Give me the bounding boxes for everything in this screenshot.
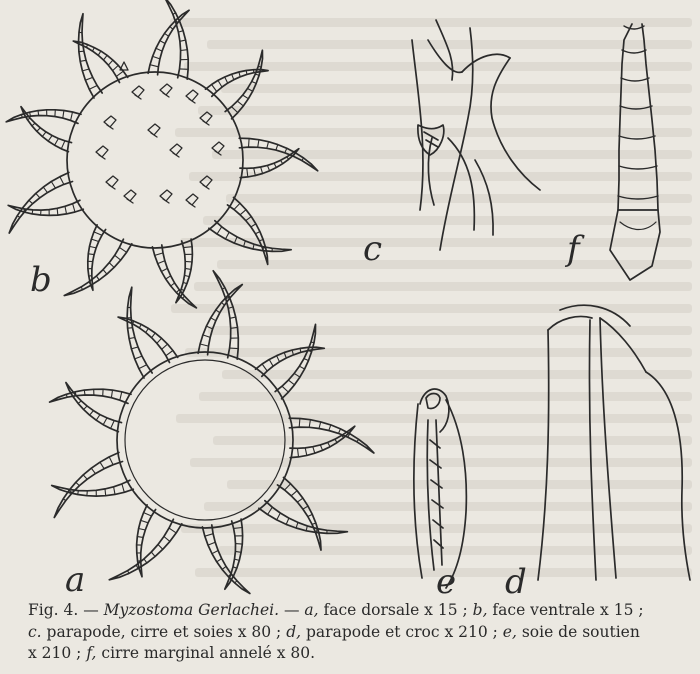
cirrus-ring xyxy=(108,60,113,65)
cirrus-ring xyxy=(285,148,287,153)
cirrus-ring xyxy=(299,366,304,369)
cirrus-ring xyxy=(150,65,158,67)
cirrus xyxy=(127,287,152,378)
cirrus-ring xyxy=(329,425,331,431)
cirrus-ring xyxy=(55,139,59,146)
cirrus-base-fold xyxy=(620,222,656,230)
cirrus-ring xyxy=(36,193,40,197)
cirrus-ring xyxy=(234,203,240,209)
cirrus-ring xyxy=(258,66,261,67)
cirrus-ring xyxy=(328,442,330,446)
cirrus-ring xyxy=(291,491,297,496)
cirrus-ring xyxy=(96,276,99,280)
cirrus-ring xyxy=(61,141,65,149)
cirrus-ring xyxy=(185,261,192,262)
cirrus-ring xyxy=(94,232,102,235)
cirrus-ring xyxy=(78,401,81,404)
cirrus-ring xyxy=(96,415,100,421)
cirrus-ring xyxy=(83,475,87,479)
cirrus-ring xyxy=(178,31,183,32)
cirrus-ring xyxy=(91,239,98,241)
cirrus-ring xyxy=(103,418,107,425)
cirrus-ring xyxy=(28,118,31,120)
parapode-mark xyxy=(96,146,108,159)
cirrus-ring xyxy=(237,101,243,106)
cirrus xyxy=(73,41,127,82)
parapode-mark xyxy=(160,190,172,203)
cirrus xyxy=(259,501,348,534)
cirrus xyxy=(88,225,106,290)
cirrus-ring xyxy=(222,566,226,569)
cirrus-ring xyxy=(32,210,33,214)
cirrus-ring xyxy=(63,111,64,119)
cirrus-ring xyxy=(246,217,252,221)
cirrus-ring xyxy=(232,74,234,80)
cirrus-ring xyxy=(252,82,257,84)
cirrus-ring xyxy=(255,232,260,234)
cirrus-ring xyxy=(42,132,46,137)
cirrus-ring xyxy=(78,491,79,495)
cirrus-ring xyxy=(91,468,95,473)
cirrus-ring xyxy=(222,288,225,290)
cirrus-ring xyxy=(71,112,73,120)
cirrus-ring xyxy=(160,41,165,44)
cirrus-ring xyxy=(63,499,66,501)
cirrus-ring xyxy=(80,60,86,61)
cirrus-ring xyxy=(299,419,300,428)
cirrus-ring xyxy=(100,462,104,469)
cirrus-ring xyxy=(116,71,123,76)
cirrus-ring xyxy=(253,244,254,249)
cirrus-ring xyxy=(165,33,169,36)
cirrus-ring xyxy=(119,247,126,252)
cirrus-ring xyxy=(32,123,35,126)
caption-fig-number: Fig. 4. — xyxy=(28,601,104,619)
cirrus-ring xyxy=(239,72,240,77)
cirrus xyxy=(50,389,131,403)
cirrus-ring xyxy=(153,56,160,59)
cirrus-ring xyxy=(203,335,210,338)
cirrus-ring xyxy=(244,241,246,247)
parapode-mark xyxy=(200,176,212,189)
cirrus-annulation xyxy=(620,106,652,109)
cirrus xyxy=(137,505,156,577)
cirrus-ring xyxy=(131,347,138,349)
drawing-a-dorsal-face xyxy=(50,271,374,594)
cirrus-ring xyxy=(146,328,149,332)
drawing-d-parapode-hook xyxy=(538,305,690,580)
cirrus-ring xyxy=(251,224,256,227)
caption-species: Myzostoma Gerlachei. xyxy=(103,601,280,619)
cirrus-ring xyxy=(151,552,155,557)
cirrus-ring xyxy=(267,142,269,149)
cirrus-ring xyxy=(144,513,152,516)
cirrus xyxy=(213,271,238,359)
cirrus-ring xyxy=(17,216,20,218)
cirrus xyxy=(176,239,193,303)
cirrus-ring xyxy=(89,86,97,90)
cirrus-ring xyxy=(319,422,321,429)
cirrus-ring xyxy=(105,489,106,496)
cirrus-ring xyxy=(300,348,301,352)
cirrus-ring xyxy=(230,317,236,318)
cirrus-ring xyxy=(139,365,147,369)
cirrus-ring xyxy=(79,51,84,52)
cirrus-ring xyxy=(156,48,162,51)
cirrus-ring xyxy=(235,559,240,560)
parapode-mark xyxy=(106,176,118,189)
parapode-mark xyxy=(104,116,116,129)
cirrus-ring xyxy=(109,457,113,465)
cirrus-ring xyxy=(37,128,41,132)
cirrus-ring xyxy=(104,55,108,60)
label-e: e xyxy=(436,562,457,602)
cirrus-ring xyxy=(173,13,176,14)
cirrus-ring xyxy=(205,534,213,537)
cirrus-ring xyxy=(171,283,175,286)
cirrus-ring xyxy=(243,95,249,99)
cirrus-ring xyxy=(277,513,281,520)
drawing-f-annulated-cirrus xyxy=(610,24,660,280)
cirrus-ring xyxy=(206,326,212,329)
cirrus-ring xyxy=(109,263,114,268)
cirrus-ring xyxy=(120,392,122,400)
cirrus xyxy=(225,50,262,119)
parapode-mark xyxy=(160,84,172,97)
cirrus-ring xyxy=(217,559,222,562)
cirrus-ring xyxy=(298,448,299,457)
cirrus xyxy=(225,519,243,589)
cirrus-ring xyxy=(51,182,55,189)
cirrus-ring xyxy=(57,208,58,215)
cirrus-ring xyxy=(292,350,293,355)
cirrus-ring xyxy=(111,390,112,398)
cirrus-ring xyxy=(226,232,230,239)
cirrus-ring xyxy=(180,40,186,41)
cirrus-ring xyxy=(225,77,228,83)
cirrus-ring xyxy=(185,275,190,276)
cirrus-annulation xyxy=(619,136,655,139)
cirrus-ring xyxy=(274,163,276,167)
cirrus-annulation xyxy=(618,196,658,199)
cirrus xyxy=(52,480,134,496)
cirrus-ring xyxy=(152,333,156,338)
parapode-mark xyxy=(170,144,182,157)
label-c: c xyxy=(363,229,383,269)
cirrus-ring xyxy=(103,270,107,275)
cirrus-ring xyxy=(111,421,115,429)
cirrus-ring xyxy=(157,338,162,343)
cirrus-ring xyxy=(254,168,256,176)
cirrus-ring xyxy=(144,559,147,563)
cirrus-ring xyxy=(306,526,307,531)
cirrus-ring xyxy=(212,85,217,92)
cirrus-ring xyxy=(176,290,179,293)
cirrus-ring xyxy=(228,307,233,309)
cirrus-ring xyxy=(128,328,133,329)
cirrus-ring xyxy=(277,356,280,362)
cirrus-ring xyxy=(269,360,273,367)
parapode-mark xyxy=(148,124,160,137)
cirrus-ring xyxy=(302,158,304,161)
cirrus-ring xyxy=(65,206,67,214)
cirrus-ring xyxy=(84,406,88,410)
cirrus-ring xyxy=(268,507,273,514)
cirrus-ring xyxy=(38,111,39,116)
cirrus-ring xyxy=(216,310,220,313)
cirrus-ring xyxy=(287,157,289,159)
cirrus-ring xyxy=(139,529,146,531)
cirrus-ring xyxy=(98,51,101,55)
cirrus-ring xyxy=(317,529,318,533)
cirrus-ring xyxy=(294,373,300,377)
cirrus xyxy=(64,239,132,295)
cirrus-ring xyxy=(85,77,92,80)
cirrus-ring xyxy=(181,50,188,51)
cirrus-ring xyxy=(234,237,237,243)
cirrus-ring xyxy=(235,581,237,583)
parapode-mark xyxy=(200,112,212,125)
cirrus-ring xyxy=(158,261,165,264)
spine-mark xyxy=(120,62,128,70)
cirrus-ring xyxy=(285,484,291,490)
drawing-b-ventral-face xyxy=(6,0,318,308)
cirrus-ring xyxy=(169,528,176,533)
cirrus-ring xyxy=(320,445,322,450)
cirrus-ring xyxy=(162,344,168,349)
cirrus-ring xyxy=(208,542,215,545)
cirrus-annulation xyxy=(621,78,649,81)
cirrus-ring xyxy=(312,523,316,524)
drawing-c-parapode xyxy=(412,20,540,250)
cirrus-ring xyxy=(84,390,85,395)
parapode-mark xyxy=(124,190,136,203)
cirrus-annulation xyxy=(624,26,644,29)
drawing-e-support-seta xyxy=(414,389,466,588)
cirrus-ring xyxy=(335,439,337,442)
cirrus-ring xyxy=(259,240,263,241)
cirrus-ring xyxy=(137,537,143,538)
cirrus-ring xyxy=(233,567,237,568)
cirrus-ring xyxy=(184,247,193,248)
cirrus-ring xyxy=(122,484,124,492)
cirrus-ring xyxy=(286,518,289,524)
cirrus-ring xyxy=(246,71,247,75)
cirrus-ring xyxy=(258,140,259,148)
cirrus xyxy=(165,0,189,79)
label-b: b xyxy=(30,260,52,300)
cirrus-ring xyxy=(155,253,163,256)
cirrus-ring xyxy=(218,80,222,87)
cirrus-ring xyxy=(231,327,238,328)
cirrus-ring xyxy=(221,303,224,306)
cirrus-ring xyxy=(248,89,253,92)
cirrus-ring xyxy=(114,487,115,495)
cirrus-ring xyxy=(339,429,341,434)
cirrus xyxy=(228,197,268,264)
cirrus-ring xyxy=(309,420,310,428)
cirrus-ring xyxy=(249,139,250,148)
cirrus-ring xyxy=(115,255,121,260)
cirrus-ring xyxy=(158,545,163,550)
cirrus-base xyxy=(610,210,660,280)
parapode-mark xyxy=(132,86,144,99)
cirrus-ring xyxy=(230,348,239,349)
cirrus xyxy=(148,10,189,75)
label-d: d xyxy=(505,562,527,602)
cirrus-ring xyxy=(43,187,47,193)
parapode-mark xyxy=(212,142,224,155)
cirrus-annulation xyxy=(622,50,646,53)
cirrus xyxy=(256,347,325,376)
cirrus xyxy=(240,149,299,178)
cirrus-ring xyxy=(129,338,135,339)
label-a: a xyxy=(65,560,86,600)
cirrus-ring xyxy=(185,268,191,269)
parapode-mark xyxy=(186,194,198,207)
cirrus-ring xyxy=(76,482,80,485)
cirrus-ring xyxy=(267,165,269,170)
label-f: f xyxy=(567,229,580,269)
cirrus-ring xyxy=(48,136,52,142)
cirrus xyxy=(6,110,81,124)
cirrus-ring xyxy=(297,498,303,502)
cirrus-ring xyxy=(60,177,64,185)
cirrus-ring xyxy=(211,318,216,321)
cirrus-annulation xyxy=(619,166,657,169)
cirrus-ring xyxy=(235,551,241,552)
cirrus-ring xyxy=(217,227,222,234)
cirrus-ring xyxy=(82,69,89,71)
cirrus-ring xyxy=(232,107,238,113)
cirrus-ring xyxy=(305,448,307,456)
cirrus-ring xyxy=(276,145,278,151)
cirrus-ring xyxy=(263,247,264,251)
cirrus-ring xyxy=(281,160,283,163)
cirrus-ring xyxy=(236,544,243,545)
cirrus-ring xyxy=(90,411,94,416)
cirrus-ring xyxy=(170,27,173,30)
cirrus-ring xyxy=(313,447,315,454)
cirrus-ring xyxy=(73,204,75,212)
cirrus xyxy=(278,477,322,550)
cirrus-ring xyxy=(141,520,148,522)
parapode-mark xyxy=(186,90,198,103)
cirrus-ring xyxy=(311,342,314,343)
cirrus-ring xyxy=(234,528,243,529)
inner-margin xyxy=(125,360,285,520)
cirrus-ring xyxy=(303,506,308,509)
cirrus-ring xyxy=(304,359,309,361)
cirrus-ring xyxy=(284,353,286,359)
cirrus-ring xyxy=(262,364,267,371)
cirrus-ring xyxy=(288,380,294,385)
figure-caption: Fig. 4. — Myzostoma Gerlachei. — a, face dorsale x 15 ; b, face ventrale x 15 ; c. parapode, cirre et soies x 80 ; d, parapode et croc x 210 ; e, soie de soutien x 210 ; f, cirre marginal annelé x 80. xyxy=(28,601,644,662)
cirrus-ring xyxy=(212,551,218,554)
cirrus-ring xyxy=(357,439,359,442)
cirrus-ring xyxy=(247,168,248,177)
cirrus-ring xyxy=(113,65,119,70)
cirrus-ring xyxy=(282,386,288,392)
cirrus-ring xyxy=(166,276,171,279)
cirrus-ring xyxy=(240,210,246,215)
cirrus-ring xyxy=(296,522,298,528)
cirrus-ring xyxy=(166,351,173,356)
cirrus-ring xyxy=(90,246,97,248)
cirrus xyxy=(9,173,72,234)
cirrus-outline-right xyxy=(642,24,658,210)
cirrus-ring xyxy=(261,167,263,174)
cirrus-ring xyxy=(138,561,141,562)
cirrus-ring xyxy=(29,200,33,203)
cirrus-ring xyxy=(182,296,184,298)
cirrus-ring xyxy=(135,356,142,359)
cirrus-ring xyxy=(88,254,94,255)
cirrus-ring xyxy=(161,268,167,271)
cirrus-ring xyxy=(164,537,170,542)
cirrus-ring xyxy=(308,514,313,516)
cirrus-ring xyxy=(200,344,208,346)
